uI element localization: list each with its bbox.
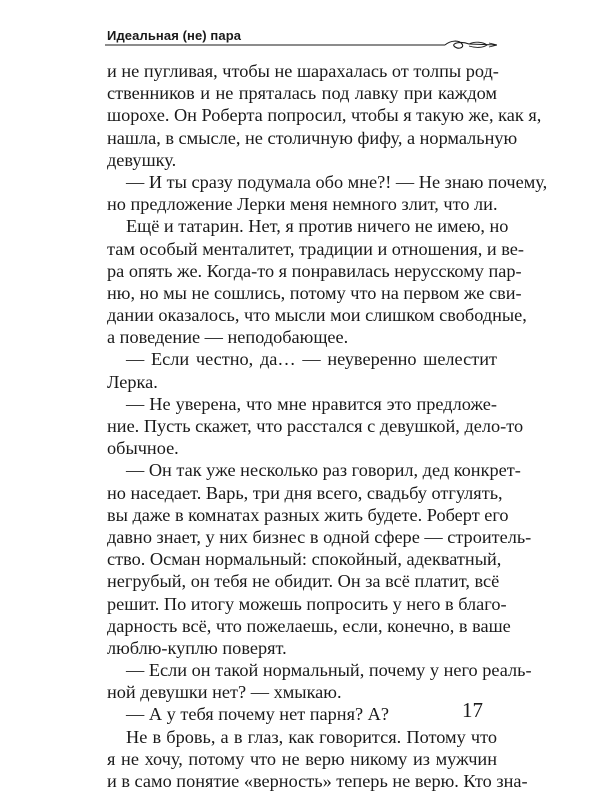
text-line: дании оказалось, что мысли мои слишком свободные, — [107, 305, 527, 326]
text-line: — Если честно, да… — неуверенно шелестит — [126, 349, 497, 370]
text-line: — Он так уже несколько раз говорил, дед конкрет- — [126, 460, 521, 481]
text-line: ра опять же. Когда-то я понравилась нерусскому пар- — [107, 260, 522, 281]
text-line: и не пугливая, чтобы не шарахалась от толпы род- — [107, 61, 499, 81]
text-line: давно знает, у них бизнес в одной сфере — строитель- — [107, 526, 532, 547]
text-line: — Не уверена, что мне нравится это предложе- — [126, 393, 497, 414]
text-line: вы даже в комнатах разных жить будете. Роберт его — [107, 504, 509, 525]
text-line: ню, но мы не сошлись, потому что на первом же сви- — [107, 282, 522, 303]
text-line: ство. Осман нормальный: спокойный, адекватный, — [107, 549, 502, 570]
text-line: Ещё и татарин. Нет, я против ничего не имею, но — [126, 216, 509, 237]
text-line: — А у тебя почему нет парня? А? — [126, 704, 389, 725]
text-line: ственников и не пряталась под лавку при каждом — [107, 83, 497, 104]
text-line: обычное. — [107, 438, 179, 459]
text-line: люблю-куплю поверят. — [107, 637, 287, 658]
text-line: а поведение — неподобающее. — [107, 327, 349, 348]
text-line: но наседает. Варь, три дня всего, свадьбу отгулять, — [107, 482, 503, 503]
text-line: Лерка. — [107, 371, 158, 392]
text-line: девушку. — [107, 149, 177, 170]
text-line: — И ты сразу подумала обо мне?! — Не знаю почему, — [126, 171, 548, 192]
text-line: там особый менталитет, традиции и отношения, и ве- — [107, 238, 524, 259]
text-line: но предложение Лерки меня немного злит, что ли. — [107, 194, 498, 215]
text-line: ние. Пусть скажет, что расстался с девушкой, дело-то — [107, 416, 524, 436]
flourish-icon — [105, 38, 497, 52]
text-line: нашла, в смысле, не столичную фифу, а нормальную — [107, 127, 518, 148]
page-number: 17 — [462, 698, 483, 722]
text-line: Не в бровь, а в глаз, как говорится. Потому что — [126, 726, 497, 747]
text-line: я не хочу, потому что не верю никому из мужчин — [107, 748, 497, 769]
text-line: ной девушки нет? — хмыкаю. — [107, 682, 342, 703]
text-line: решит. По итогу можешь попросить у него в благо- — [107, 593, 507, 614]
text-line: негрубый, он тебя не обидит. Он за всё платит, всё — [107, 571, 500, 592]
body-text — [107, 60, 548, 792]
text-line: дарность всё, что пожелаешь, если, конечно, в ваше — [107, 615, 511, 636]
text-line: и в само понятие «верность» теперь не верю. Кто зна- — [107, 771, 528, 791]
text-line: — Если он такой нормальный, почему у него реаль- — [126, 660, 532, 681]
running-title: Идеальная (не) пара — [107, 28, 242, 43]
text-line: шорохе. Он Роберта попросил, чтобы я такую же, как я, — [107, 105, 542, 126]
